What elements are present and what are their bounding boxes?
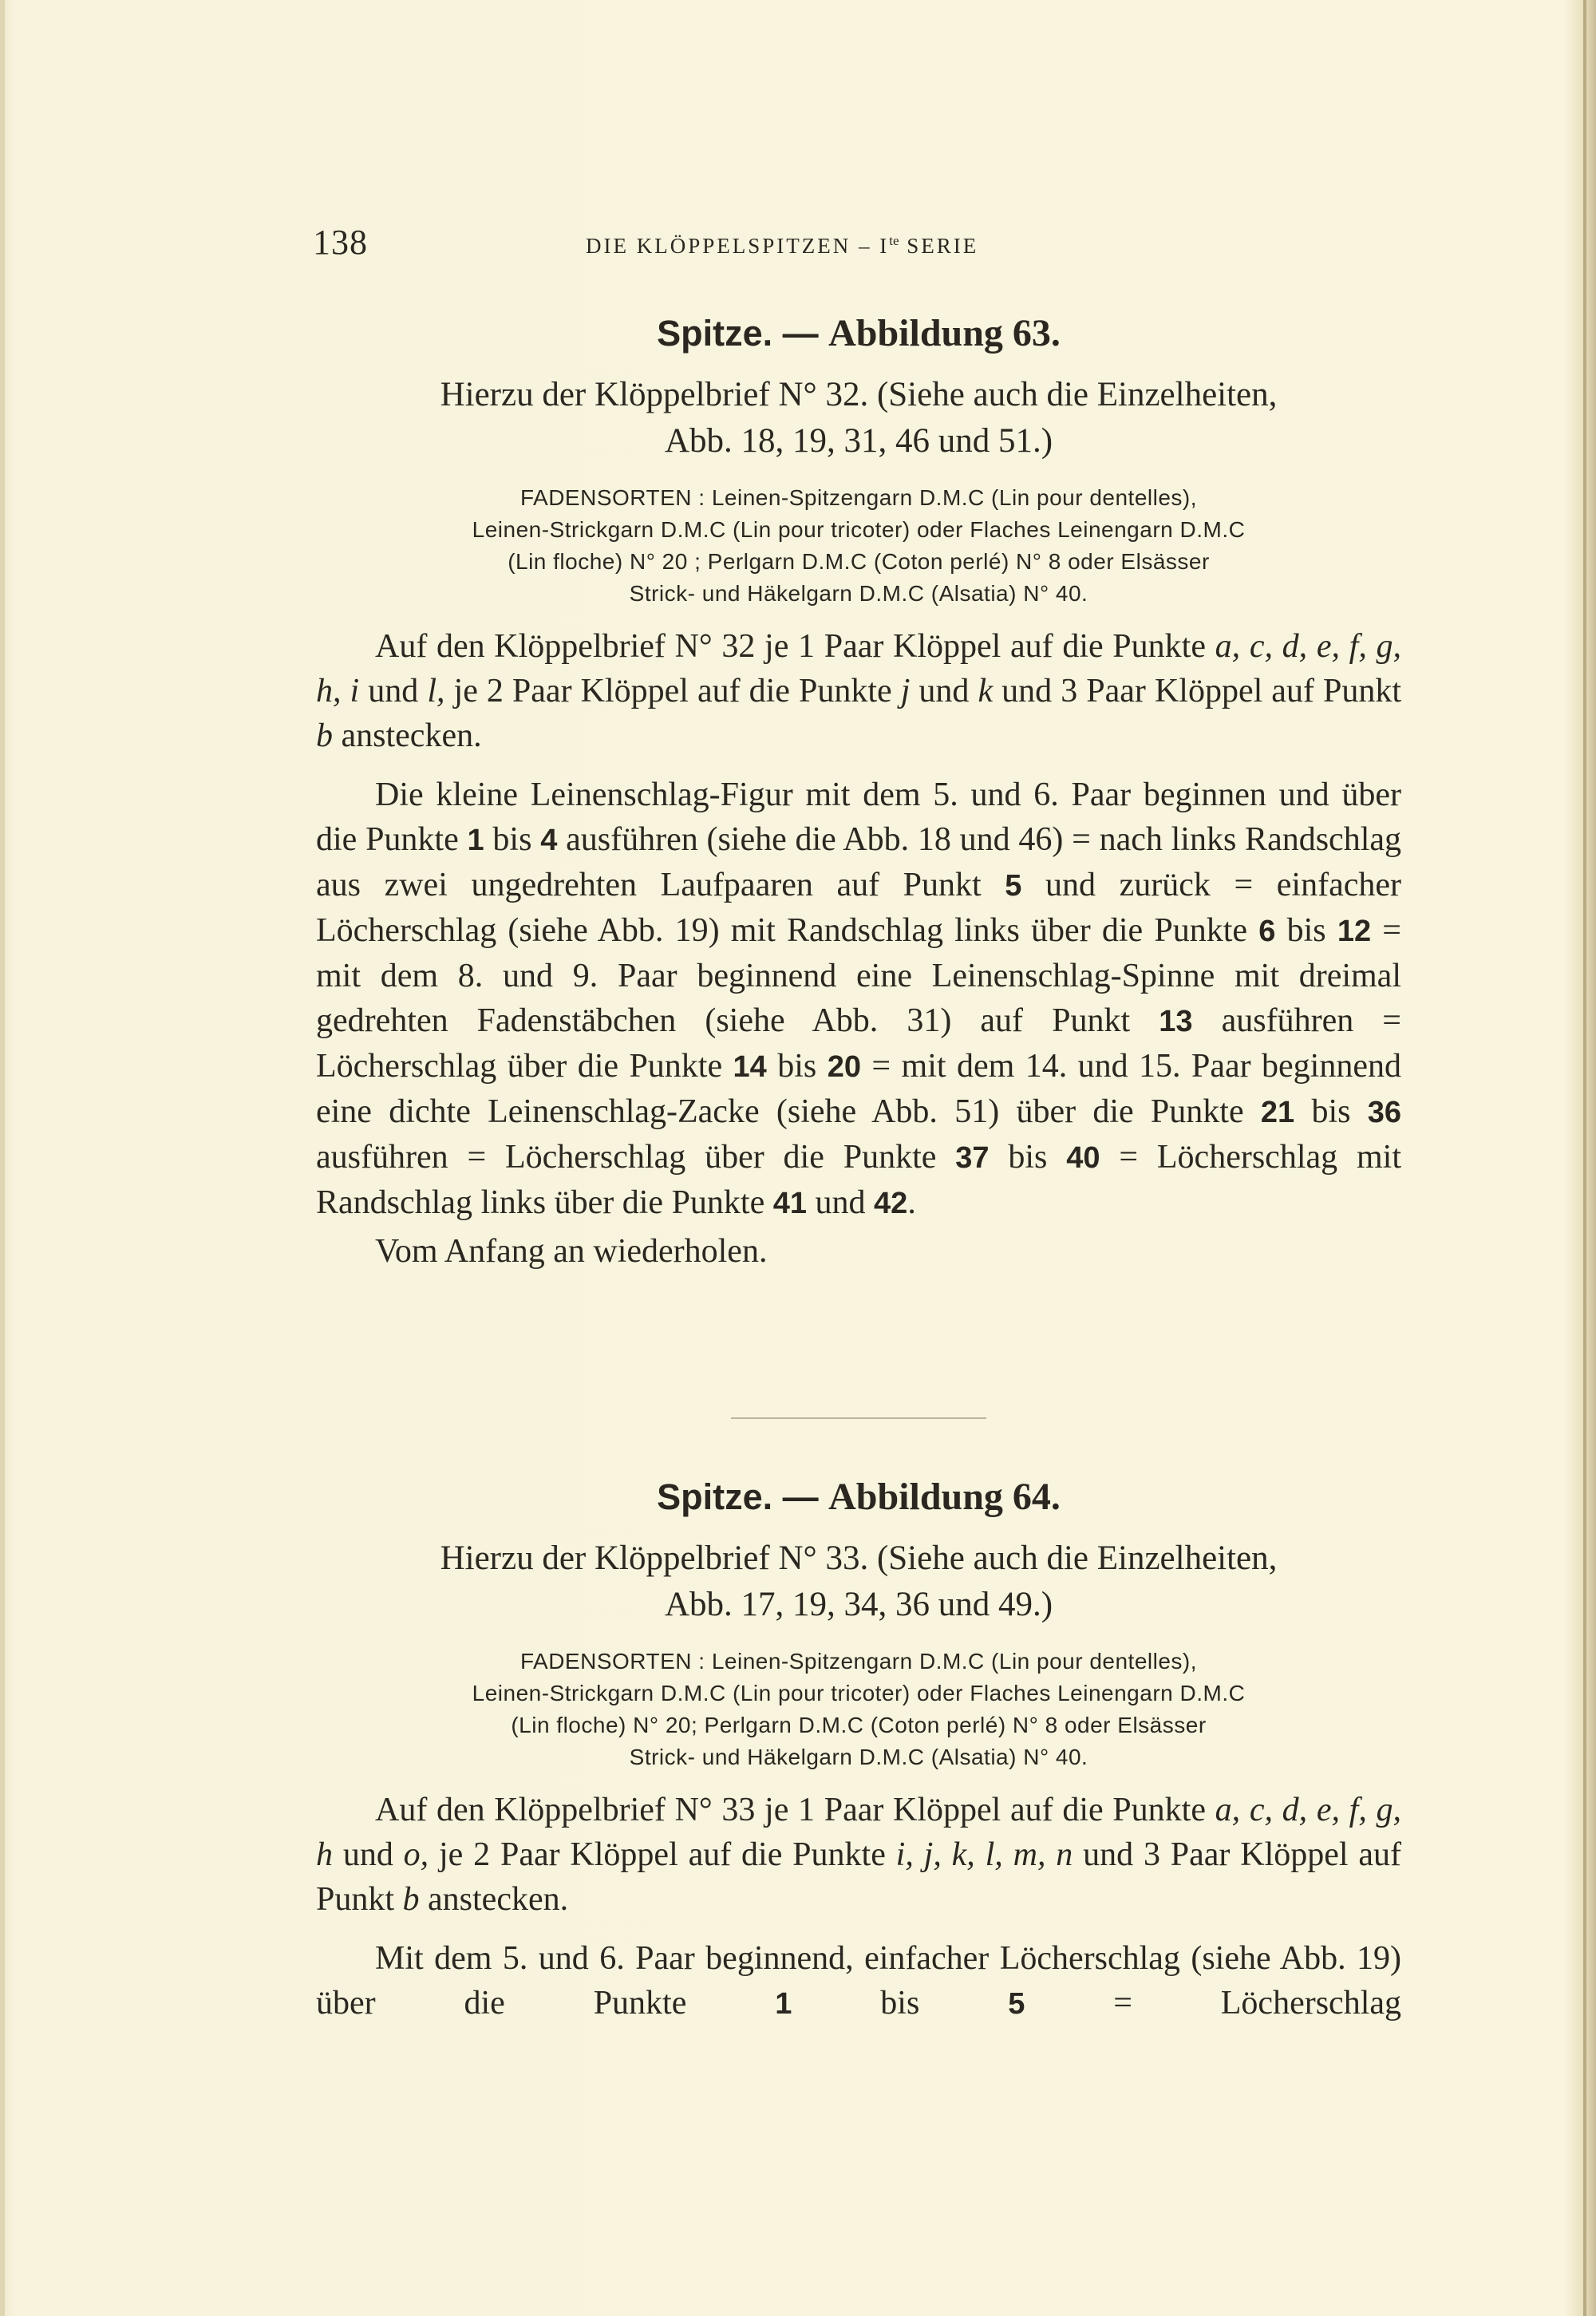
thread-types (332, 1646, 1385, 1773)
paragraph-setup (316, 1788, 1401, 1922)
paragraph-instructions (316, 1936, 1401, 2026)
section-divider (731, 1417, 986, 1419)
text: je 2 Paar Klöppel auf die Punkte (444, 673, 901, 709)
running-header (313, 222, 1398, 270)
text: Auf den Klöppelbrief N° 32 je 1 Paar Klöppel auf die Punkte (375, 628, 1215, 665)
point-number: 40 (1066, 1141, 1100, 1175)
text: bis (484, 821, 541, 858)
point-labels: b (316, 717, 333, 754)
text: je 2 Paar Klöppel auf die Punkte (429, 1836, 896, 1873)
point-number: 21 (1260, 1096, 1295, 1129)
section-intro (316, 1535, 1401, 1628)
point-labels: l, (427, 673, 445, 709)
text: und 3 Paar Klöppel auf Punkt (993, 673, 1402, 709)
materials-line: Strick- und Häkelgarn D.M.C (Alsatia) N° 40. (629, 581, 1088, 606)
text: = mit dem 8. und 9. Paar beginnend eine Leinenschlag-Spinne mit dreimal gedrehten Fadenstäbchen (siehe Abb. 31) auf Punkt (316, 912, 1401, 1039)
page-number: 138 (313, 223, 368, 262)
text: und zurück = einfacher Löcherschlag (siehe Abb. 19) mit Randschlag links über die Punkte (316, 867, 1401, 949)
intro-line: Abb. 18, 19, 31, 46 und 51.) (664, 422, 1053, 460)
intro-line: Hierzu der Klöppelbrief N° 32. (Siehe auch die Einzelheiten, (440, 376, 1278, 413)
point-number: 20 (827, 1050, 861, 1084)
text: bis (792, 1985, 1009, 2022)
point-number: 4 (540, 824, 558, 857)
point-labels: b (402, 1881, 420, 1918)
point-labels: k (978, 673, 994, 709)
header-title (586, 233, 978, 259)
heading-abbildung: Abbildung 63. (828, 312, 1061, 354)
materials-line: (Lin floche) N° 20 ; Perlgarn D.M.C (Coton perlé) N° 8 oder Elsässer (508, 549, 1210, 574)
section-intro (316, 372, 1401, 464)
text: Mit dem 5. und 6. Paar beginnend, einfacher Löcherschlag (siehe Abb. 19) über die Punkte (316, 1940, 1401, 2022)
text: bis (1294, 1093, 1368, 1130)
text: und (807, 1184, 875, 1221)
text: ausführen (siehe die Abb. 18 und 46) = nach links Randschlag aus zwei ungedrehten Laufpaaren auf Punkt (316, 821, 1402, 903)
point-number: 37 (955, 1141, 990, 1175)
materials-line: (Lin floche) N° 20; Perlgarn D.M.C (Coton perlé) N° 8 oder Elsässer (511, 1713, 1207, 1737)
point-number: 36 (1367, 1096, 1402, 1129)
text: = Löcherschlag mit Randschlag links über die Punkte (316, 1139, 1401, 1221)
point-labels: i, j, k, l, m, n (895, 1836, 1073, 1873)
section-heading (316, 1473, 1401, 1521)
text: und (910, 673, 978, 709)
header-title-tail: SERIE (899, 234, 979, 258)
point-labels: o, (403, 1836, 429, 1873)
section-abbildung-63 (316, 310, 1401, 1274)
point-number: 5 (1008, 1987, 1025, 2021)
point-number: 5 (1005, 869, 1022, 903)
point-number: 1 (775, 1987, 792, 2021)
text: und 3 Paar Klöppel auf Punkt (316, 1836, 1402, 1918)
materials-line: Leinen-Strickgarn D.M.C (Lin pour tricoter) oder Flaches Leinengarn D.M.C (472, 517, 1246, 542)
paragraph-setup (316, 624, 1401, 758)
text: bis (989, 1139, 1067, 1176)
point-number: 41 (772, 1187, 808, 1220)
heading-spitze: Spitze. — (657, 313, 829, 354)
paragraph-instructions (316, 773, 1401, 1226)
text: und (333, 1836, 404, 1873)
text: und (359, 673, 428, 709)
materials-line: FADENSORTEN : Leinen-Spitzengarn D.M.C (Lin pour dentelles), (519, 1649, 1198, 1674)
intro-line: Hierzu der Klöppelbrief N° 33. (Siehe auch die Einzelheiten, (440, 1539, 1278, 1577)
section-abbildung-64 (316, 1473, 1401, 2026)
materials-line: Strick- und Häkelgarn D.M.C (Alsatia) N° 40. (629, 1745, 1088, 1769)
section-heading (316, 310, 1401, 358)
text: ausführen = Löcherschlag über die Punkte (316, 1002, 1401, 1085)
text: = Löcherschlag (1025, 1985, 1401, 2022)
point-number: 1 (467, 824, 484, 857)
point-number: 14 (733, 1050, 767, 1084)
point-number: 12 (1337, 915, 1372, 948)
heading-spitze: Spitze. — (657, 1476, 829, 1517)
text: bis (766, 1048, 828, 1085)
point-labels: j (900, 673, 911, 709)
text: ausführen = Löcherschlag über die Punkte (316, 1139, 956, 1176)
materials-line: FADENSORTEN : Leinen-Spitzengarn D.M.C (Lin pour dentelles), (519, 485, 1198, 510)
paragraph-repeat: Vom Anfang an wiederholen. (375, 1233, 768, 1270)
text: anstecken. (333, 717, 482, 754)
thread-types (332, 482, 1385, 610)
heading-abbildung: Abbildung 64. (828, 1476, 1061, 1518)
header-title-main: DIE KLÖPPELSPITZEN – I (586, 234, 890, 258)
text: bis (1275, 912, 1337, 949)
text: . (907, 1184, 916, 1221)
header-title-superscript: te (889, 233, 899, 248)
intro-line: Abb. 17, 19, 34, 36 und 49.) (664, 1586, 1053, 1623)
point-number: 13 (1159, 1005, 1193, 1038)
text: Die kleine Leinenschlag-Figur mit dem 5. und 6. Paar beginnen und über die Punkte (316, 777, 1401, 858)
point-number: 42 (874, 1187, 908, 1220)
text: = mit dem 14. und 15. Paar beginnend eine dichte Leinenschlag-Zacke (siehe Abb. 51) über die Punkte (316, 1048, 1401, 1130)
point-labels: a, c, d, e, f, g, h (316, 1792, 1401, 1873)
materials-line: Leinen-Strickgarn D.M.C (Lin pour tricoter) oder Flaches Leinengarn D.M.C (472, 1681, 1246, 1705)
page-binding-edge (1583, 0, 1586, 2316)
text: Auf den Klöppelbrief N° 33 je 1 Paar Klöppel auf die Punkte (375, 1792, 1215, 1828)
page-left-edge (0, 0, 5, 2316)
text: anstecken. (419, 1881, 569, 1918)
point-number: 6 (1258, 915, 1276, 948)
point-labels: a, c, d, e, f, g, h, i (316, 628, 1401, 709)
